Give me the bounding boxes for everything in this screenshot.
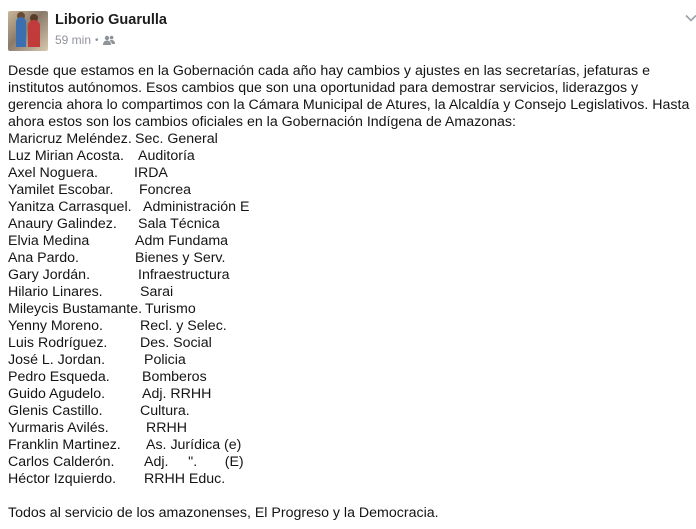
member-role: Sarai: [140, 284, 174, 300]
list-item: [8, 199, 692, 216]
list-item: [8, 284, 692, 301]
member-role: Infraestructura: [138, 267, 230, 283]
list-item: [8, 131, 692, 148]
list-item: [8, 250, 692, 267]
post-header: [8, 11, 688, 51]
list-item: [8, 420, 692, 437]
member-name: Yenny Moreno.: [8, 318, 103, 334]
list-item: [8, 301, 692, 318]
member-role: Administración E: [143, 199, 250, 215]
friends-icon[interactable]: [103, 35, 115, 45]
member-role: IRDA: [134, 165, 168, 181]
list-item: [8, 182, 692, 199]
list-item: [8, 267, 692, 284]
list-item: [8, 335, 692, 352]
member-role: Turismo: [145, 301, 196, 317]
post-closing: Todos al servicio de los amazonenses, El Progreso y la Democracia.: [8, 505, 439, 521]
member-role: Auditoría: [138, 148, 195, 164]
member-name: Anaury Galindez.: [8, 216, 117, 232]
list-item: [8, 369, 692, 386]
list-item: [8, 148, 692, 165]
member-role: Bienes y Serv.: [135, 250, 226, 266]
member-name: Yanitza Carrasquel.: [8, 199, 132, 215]
post-meta: [55, 33, 115, 47]
member-name: Maricruz Meléndez.: [8, 131, 132, 147]
member-name: Axel Noguera.: [8, 165, 98, 181]
member-name: Glenis Castillo.: [8, 403, 103, 419]
member-role: Cultura.: [140, 403, 190, 419]
member-role: Sala Técnica: [138, 216, 220, 232]
chevron-down-icon[interactable]: [684, 11, 696, 25]
member-role: RRHH Educ.: [144, 471, 226, 487]
member-name: Mileycis Bustamante.: [8, 301, 143, 317]
list-item: [8, 233, 692, 250]
member-role: Bomberos: [142, 369, 207, 385]
member-name: Gary Jordán.: [8, 267, 91, 283]
member-name: José L. Jordan.: [8, 352, 106, 368]
post-body: [8, 63, 692, 488]
roster-list: [8, 131, 692, 488]
member-name: Pedro Esqueda.: [8, 369, 110, 385]
member-role: Recl. y Selec.: [140, 318, 227, 334]
member-role: Adm Fundama: [135, 233, 229, 249]
timestamp[interactable]: 59 min: [55, 33, 92, 47]
member-role: Policia: [144, 352, 186, 368]
member-name: Luis Rodríguez.: [8, 335, 108, 351]
member-role: Foncrea: [139, 182, 192, 198]
member-role: As. Jurídica (e): [146, 437, 242, 453]
list-item: [8, 216, 692, 233]
member-role: Adj. ". (E): [144, 454, 244, 470]
meta-separator: •: [95, 34, 99, 46]
member-name: Yamilet Escobar.: [8, 182, 114, 198]
member-name: Guido Agudelo.: [8, 386, 106, 402]
member-name: Luz Mirian Acosta.: [8, 148, 124, 164]
member-name: Carlos Calderón.: [8, 454, 115, 470]
member-name: Yurmaris Avilés.: [8, 420, 109, 436]
list-item: [8, 471, 692, 488]
member-name: Ana Pardo.: [8, 250, 79, 266]
member-name: Franklin Martinez.: [8, 437, 121, 453]
member-name: Héctor Izquierdo.: [8, 471, 117, 487]
list-item: [8, 318, 692, 335]
list-item: [8, 454, 692, 471]
member-name: Hilario Linares.: [8, 284, 103, 300]
post-intro: Desde que estamos en la Gobernación cada año hay cambios y ajustes en las secretarías, jefaturas e institutos autónomos. Esos cambios que son una oportunidad para demostrar servicios, liderazgos y gerencia ahora lo compartimos con la Cámara Municipal de Atures, la Alcaldía y Consejo Legislativos. Hasta ahora estos son los cambios oficiales en la Gobernación Indígena de Amazonas:: [8, 63, 690, 130]
member-role: Des. Social: [140, 335, 212, 351]
avatar[interactable]: [8, 11, 48, 51]
list-item: [8, 386, 692, 403]
list-item: [8, 352, 692, 369]
member-name: Elvia Medina: [8, 233, 90, 249]
list-item: [8, 437, 692, 454]
list-item: [8, 165, 692, 182]
member-role: Sec. General: [135, 131, 218, 147]
member-role: Adj. RRHH: [142, 386, 212, 402]
member-role: RRHH: [146, 420, 187, 436]
author-name[interactable]: Liborio Guarulla: [55, 12, 167, 28]
list-item: [8, 403, 692, 420]
